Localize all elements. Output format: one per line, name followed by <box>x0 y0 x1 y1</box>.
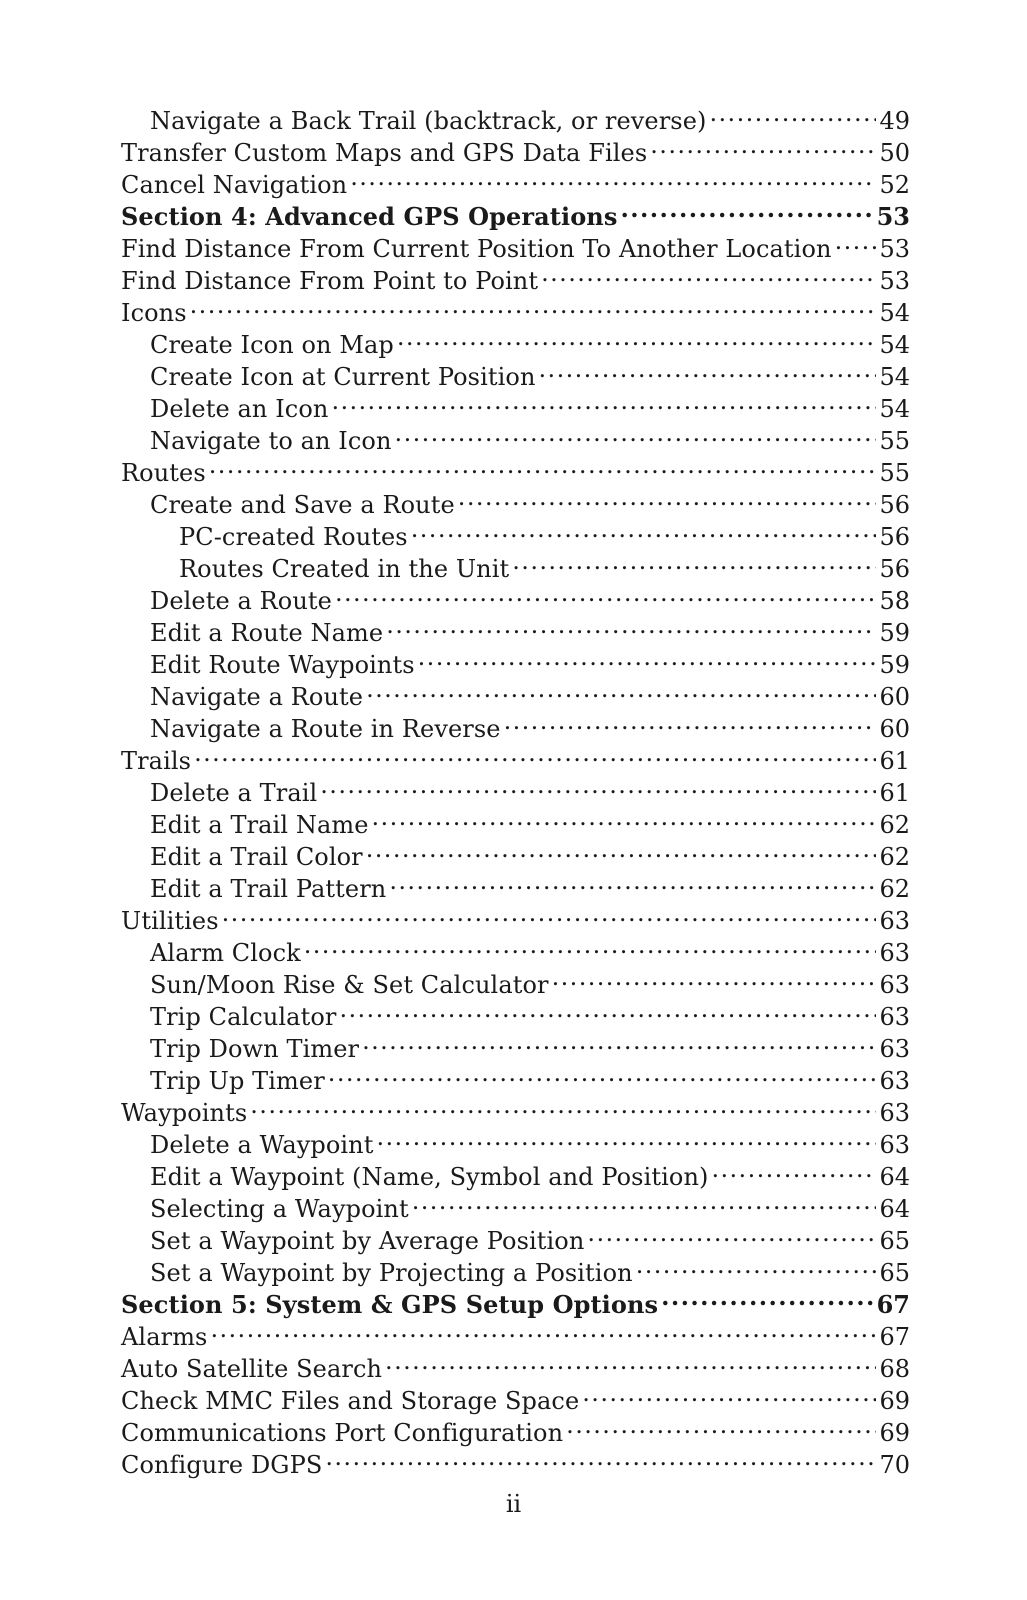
toc-entry-title: Routes <box>121 459 206 487</box>
toc-dot-leader <box>411 513 877 545</box>
toc-entry[interactable] <box>121 321 910 359</box>
toc-entry-title: Navigate a Route in Reverse <box>150 715 501 743</box>
toc-entry-page: 55 <box>879 459 910 487</box>
toc-dot-leader <box>366 833 877 865</box>
toc-dot-leader <box>835 225 877 257</box>
toc-entry-title: Create and Save a Route <box>150 491 455 519</box>
toc-entry-title: Edit a Trail Pattern <box>150 875 387 903</box>
toc-entry-title: Alarms <box>121 1323 208 1351</box>
toc-entry-page: 63 <box>879 1035 910 1063</box>
toc-entry-title: Delete a Trail <box>150 779 318 807</box>
toc-entry-page: 62 <box>879 811 910 839</box>
toc-dot-leader <box>504 705 877 737</box>
toc-dot-leader <box>395 417 877 449</box>
toc-entry-title: Edit a Route Name <box>150 619 384 647</box>
toc-entry-page: 67 <box>876 1290 910 1319</box>
toc-entry-title: Auto Satellite Search <box>121 1355 383 1383</box>
toc-entry-page: 65 <box>879 1227 910 1255</box>
toc-dot-leader <box>397 321 877 353</box>
toc-entry-page: 63 <box>879 907 910 935</box>
toc-dot-leader <box>650 129 876 161</box>
toc-entry-page: 62 <box>879 843 910 871</box>
toc-entry-title: Configure DGPS <box>121 1451 323 1479</box>
toc-entry-title: Create Icon at Current Position <box>150 363 536 391</box>
toc-dot-leader <box>539 353 877 385</box>
toc-dot-leader <box>661 1281 873 1313</box>
toc-entry-title: Navigate a Route <box>150 683 364 711</box>
toc-dot-leader <box>385 1345 876 1377</box>
toc-entry-title: Set a Waypoint by Average Position <box>150 1227 585 1255</box>
toc-entry-page: 63 <box>879 1067 910 1095</box>
toc-entry-page: 65 <box>879 1259 910 1287</box>
toc-entry[interactable] <box>121 97 910 135</box>
toc-entry-title: Section 5: System & GPS Setup Options <box>121 1290 659 1319</box>
toc-dot-leader <box>376 1121 876 1153</box>
toc-entry[interactable] <box>121 481 910 519</box>
toc-dot-leader <box>458 481 877 513</box>
toc-entry[interactable] <box>121 289 910 327</box>
toc-entry-page: 56 <box>879 523 910 551</box>
toc-dot-leader <box>566 1409 876 1441</box>
toc-entry-page: 64 <box>879 1163 910 1191</box>
toc-entry-title: Section 4: Advanced GPS Operations <box>121 202 618 231</box>
toc-entry-page: 63 <box>879 971 910 999</box>
toc-dot-leader <box>328 1057 877 1089</box>
toc-entry-page: 61 <box>879 747 910 775</box>
toc-dot-leader <box>541 257 876 289</box>
toc-entry[interactable] <box>121 769 910 807</box>
toc-entry-title: Navigate a Back Trail (backtrack, or reverse) <box>150 107 707 135</box>
toc-dot-leader <box>210 1313 876 1345</box>
toc-entry-title: Sun/Moon Rise & Set Calculator <box>150 971 549 999</box>
toc-entry-title: Edit a Trail Color <box>150 843 363 871</box>
toc-dot-leader <box>389 865 876 897</box>
toc-entry-title: Find Distance From Current Position To Another Location <box>121 235 832 263</box>
table-of-contents <box>121 97 910 1479</box>
toc-dot-leader <box>339 993 876 1025</box>
toc-entry-page: 63 <box>879 939 910 967</box>
toc-dot-leader <box>250 1089 876 1121</box>
toc-dot-leader <box>222 897 877 929</box>
toc-entry-page: 60 <box>879 683 910 711</box>
toc-entry-page: 52 <box>879 171 910 199</box>
toc-dot-leader <box>194 737 876 769</box>
toc-dot-leader <box>512 545 876 577</box>
toc-entry[interactable] <box>121 1345 910 1383</box>
toc-entry-page: 49 <box>879 107 910 135</box>
toc-dot-leader <box>190 289 877 321</box>
toc-entry-page: 61 <box>879 779 910 807</box>
toc-dot-leader <box>331 385 876 417</box>
toc-dot-leader <box>636 1249 877 1281</box>
toc-entry-title: Delete an Icon <box>150 395 329 423</box>
toc-entry-page: 62 <box>879 875 910 903</box>
toc-entry-page: 53 <box>879 235 910 263</box>
toc-entry-title: Trip Down Timer <box>150 1035 360 1063</box>
toc-entry[interactable] <box>121 1313 910 1351</box>
toc-entry-title: Edit Route Waypoints <box>150 651 415 679</box>
toc-entry-page: 55 <box>879 427 910 455</box>
toc-dot-leader <box>418 641 877 673</box>
toc-entry[interactable] <box>121 929 910 967</box>
toc-entry-title: Waypoints <box>121 1099 248 1127</box>
toc-dot-leader <box>325 1441 876 1473</box>
toc-dot-leader <box>552 961 877 993</box>
toc-dot-leader <box>587 1217 876 1249</box>
toc-entry-page: 63 <box>879 1003 910 1031</box>
toc-entry-title: Create Icon on Map <box>150 331 394 359</box>
toc-dot-leader <box>711 1153 876 1185</box>
toc-entry-page: 67 <box>879 1323 910 1351</box>
toc-entry-title: Alarm Clock <box>150 939 301 967</box>
toc-entry-page: 54 <box>879 363 910 391</box>
toc-entry-title: Routes Created in the Unit <box>179 555 510 583</box>
toc-entry-title: Delete a Route <box>150 587 332 615</box>
toc-entry-page: 54 <box>879 299 910 327</box>
toc-dot-leader <box>209 449 877 481</box>
toc-dot-leader <box>582 1377 876 1409</box>
toc-entry-page: 63 <box>879 1099 910 1127</box>
toc-entry[interactable] <box>121 737 910 775</box>
toc-dot-leader <box>366 673 876 705</box>
toc-entry-title: Trip Calculator <box>150 1003 337 1031</box>
toc-dot-leader <box>362 1025 876 1057</box>
toc-entry[interactable] <box>121 897 910 935</box>
toc-entry-title: Selecting a Waypoint <box>150 1195 409 1223</box>
toc-entry-page: 58 <box>879 587 910 615</box>
toc-entry-page: 56 <box>879 555 910 583</box>
toc-entry-title: Edit a Trail Name <box>150 811 369 839</box>
toc-dot-leader <box>350 161 876 193</box>
toc-entry-page: 59 <box>879 651 910 679</box>
toc-entry-title: Icons <box>121 299 187 327</box>
toc-entry-title: Transfer Custom Maps and GPS Data Files <box>121 139 648 167</box>
toc-entry-page: 59 <box>879 619 910 647</box>
toc-dot-leader <box>620 193 873 225</box>
toc-entry-title: Delete a Waypoint <box>150 1131 374 1159</box>
toc-entry-title: Navigate to an Icon <box>150 427 392 455</box>
toc-entry-title: Communications Port Configuration <box>121 1419 564 1447</box>
toc-entry-page: 56 <box>879 491 910 519</box>
toc-entry-title: Utilities <box>121 907 219 935</box>
toc-entry-title: Find Distance From Point to Point <box>121 267 539 295</box>
toc-dot-leader <box>335 577 876 609</box>
toc-entry-page: 70 <box>879 1451 910 1479</box>
toc-entry-page: 54 <box>879 395 910 423</box>
toc-entry-title: PC-created Routes <box>179 523 408 551</box>
toc-entry-title: Cancel Navigation <box>121 171 348 199</box>
toc-entry-page: 69 <box>879 1387 910 1415</box>
toc-entry-page: 64 <box>879 1195 910 1223</box>
toc-entry-title: Check MMC Files and Storage Space <box>121 1387 580 1415</box>
toc-entry-title: Trip Up Timer <box>150 1067 325 1095</box>
toc-dot-leader <box>710 97 877 129</box>
toc-entry-page: 50 <box>879 139 910 167</box>
toc-entry-page: 63 <box>879 1131 910 1159</box>
toc-entry[interactable] <box>121 449 910 487</box>
toc-entry-page: 60 <box>879 715 910 743</box>
toc-dot-leader <box>386 609 876 641</box>
toc-entry-title: Set a Waypoint by Projecting a Position <box>150 1259 633 1287</box>
toc-entry-page: 53 <box>879 267 910 295</box>
page-number: ii <box>505 1490 522 1518</box>
toc-entry-page: 69 <box>879 1419 910 1447</box>
toc-entry-title: Edit a Waypoint (Name, Symbol and Position) <box>150 1163 709 1191</box>
toc-dot-leader <box>372 801 877 833</box>
toc-dot-leader <box>320 769 876 801</box>
toc-dot-leader <box>304 929 877 961</box>
toc-entry-page: 53 <box>876 202 910 231</box>
toc-entry-page: 54 <box>879 331 910 359</box>
toc-dot-leader <box>412 1185 877 1217</box>
toc-entry-page: 68 <box>879 1355 910 1383</box>
toc-entry-title: Trails <box>121 747 192 775</box>
